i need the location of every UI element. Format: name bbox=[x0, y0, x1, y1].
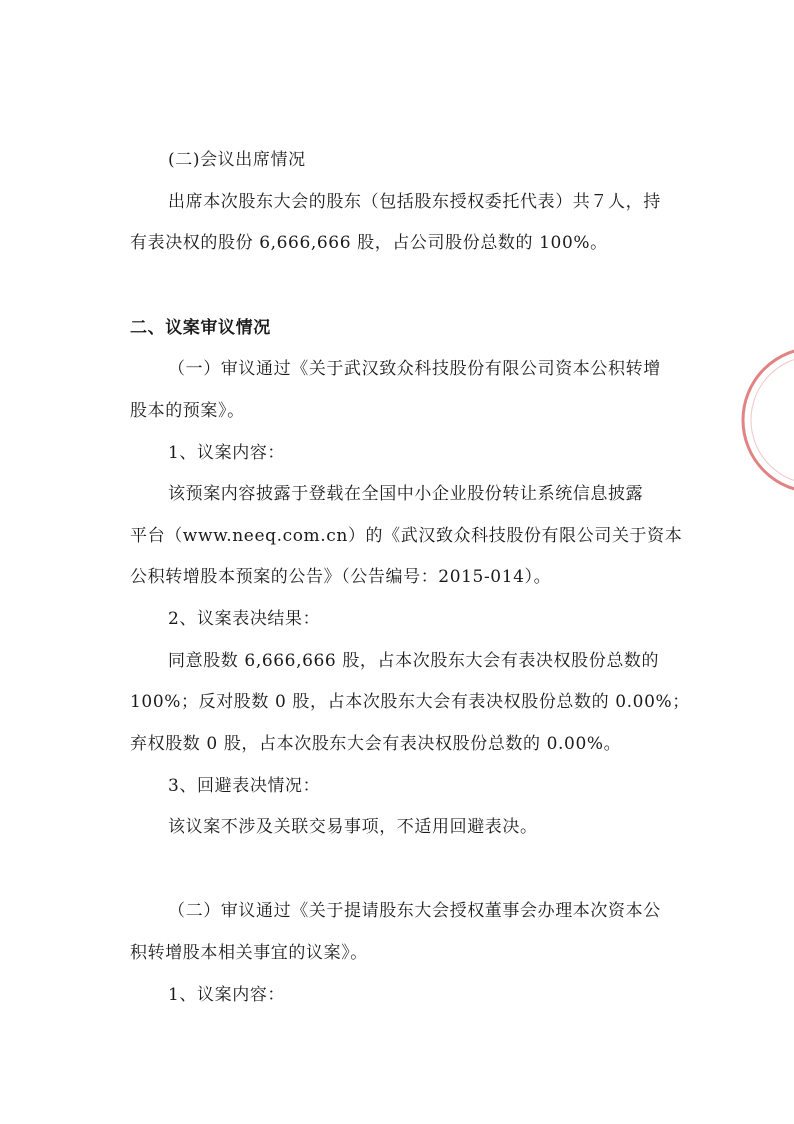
motion-2-title-line-2: 积转增股本相关事宜的议案》。 bbox=[130, 943, 368, 963]
section-heading-motions: 二、议案审议情况 bbox=[130, 318, 271, 338]
motion-1-vote-label: 2、议案表决结果： bbox=[168, 609, 321, 629]
motion-1-vote-line-3: 弃权股数 0 股，占本次股东大会有表决权股份总数的 0.00%。 bbox=[130, 734, 622, 754]
motion-1-content-line-3: 公积转增股本预案的公告》（公告编号：2015-014）。 bbox=[130, 567, 552, 587]
motion-1-content-line-1: 该预案内容披露于登载在全国中小企业股份转让系统信息披露 bbox=[168, 484, 644, 504]
motion-2-content-label: 1、议案内容： bbox=[168, 985, 286, 1005]
attendance-paragraph-line-2: 有表决权的股份 6,666,666 股，占公司股份总数的 100%。 bbox=[130, 233, 608, 253]
attendance-subheading: (二)会议出席情况 bbox=[168, 150, 306, 170]
motion-1-title-line-2: 股本的预案》。 bbox=[130, 401, 245, 421]
motion-1-vote-line-2: 100%；反对股数 0 股，占本次股东大会有表决权股份总数的 0.00%； bbox=[130, 692, 690, 712]
seal-ring-icon bbox=[735, 340, 794, 500]
attendance-paragraph-line-1: 出席本次股东大会的股东（包括股东授权委托代表）共７人，持 bbox=[168, 192, 661, 212]
motion-1-vote-line-1: 同意股数 6,666,666 股，占本次股东大会有表决权股份总数的 bbox=[168, 651, 660, 671]
motion-1-title-line-1: （一）审议通过《关于武汉致众科技股份有限公司资本公积转增 bbox=[168, 359, 661, 379]
motion-1-content-line-2: 平台（www.neeq.com.cn）的《武汉致众科技股份有限公司关于资本 bbox=[130, 526, 683, 546]
motion-1-avoid-text: 该议案不涉及关联交易事项，不适用回避表决。 bbox=[168, 817, 538, 837]
motion-1-content-label: 1、议案内容： bbox=[168, 443, 286, 463]
company-seal bbox=[735, 340, 794, 500]
motion-1-avoid-label: 3、回避表决情况： bbox=[168, 776, 321, 796]
motion-2-title-line-1: （二）审议通过《关于提请股东大会授权董事会办理本次资本公 bbox=[168, 901, 661, 921]
